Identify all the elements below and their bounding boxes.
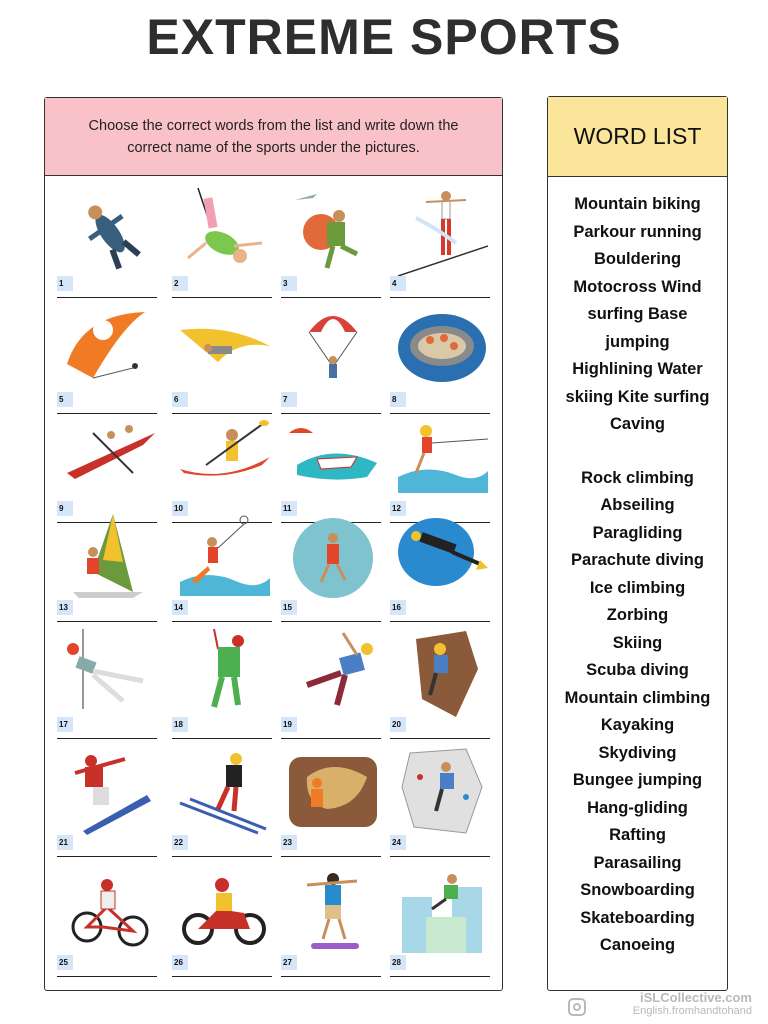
picture-number: 18 <box>172 717 188 732</box>
answer-line[interactable] <box>390 621 490 622</box>
zorbing-illustration <box>287 512 379 600</box>
kite-surfer-illustration <box>178 512 270 600</box>
picture-cell <box>57 506 161 629</box>
kayaking-illustration <box>178 413 270 501</box>
word-item: Skiing <box>612 633 663 652</box>
mountain-biking-illustration <box>63 867 155 955</box>
picture-cell <box>57 861 161 984</box>
answer-line[interactable] <box>57 621 157 622</box>
skateboarding-illustration <box>287 867 379 955</box>
answer-line[interactable] <box>57 856 157 857</box>
answer-line[interactable] <box>172 856 272 857</box>
word-item: Motocross Wind <box>573 277 702 296</box>
picture-cell <box>57 741 161 864</box>
word-list-gap <box>548 439 727 465</box>
word-item: Mountain biking <box>574 195 701 213</box>
word-list-heading: WORD LIST <box>548 97 727 177</box>
picture-number: 15 <box>281 600 297 615</box>
word-item: Paragliding <box>592 523 683 542</box>
picture-cell <box>172 861 276 984</box>
word-item: Rock climbing <box>581 468 694 487</box>
answer-line[interactable] <box>390 976 490 977</box>
word-item: surfing Base <box>587 305 688 323</box>
word-item: Ice climbing <box>589 578 686 597</box>
word-item: Abseiling <box>600 496 675 514</box>
word-item: Parkour running <box>573 222 702 241</box>
page-title: EXTREME SPORTS <box>146 9 622 65</box>
picture-number: 7 <box>281 392 297 407</box>
picture-number: 2 <box>172 276 188 291</box>
picture-number: 16 <box>390 600 406 615</box>
picture-number: 10 <box>172 501 188 516</box>
picture-cell <box>281 623 385 746</box>
parasailing-illustration <box>287 413 379 501</box>
picture-number: 19 <box>281 717 297 732</box>
skiing-illustration <box>178 747 270 835</box>
picture-number: 26 <box>172 955 188 970</box>
picture-cell <box>390 506 494 629</box>
word-item: Highlining Water <box>572 360 703 378</box>
rafting-illustration <box>396 304 488 392</box>
ice-climbing-illustration <box>178 629 270 717</box>
picture-number: 5 <box>57 392 73 407</box>
picture-cell <box>281 182 385 305</box>
word-item: Parasailing <box>593 853 682 872</box>
watermark <box>633 990 752 1017</box>
picture-number: 9 <box>57 501 73 516</box>
picture-number: 22 <box>172 835 188 850</box>
word-list <box>548 191 727 960</box>
picture-cell <box>390 623 494 746</box>
rock-climbing-illustration <box>396 629 488 717</box>
answer-line[interactable] <box>172 738 272 739</box>
picture-cell <box>57 298 161 421</box>
word-item: Zorbing <box>606 606 669 624</box>
answer-line[interactable] <box>57 738 157 739</box>
skydiving-illustration <box>63 188 155 276</box>
canoeing-illustration <box>63 413 155 501</box>
picture-cell <box>281 298 385 421</box>
word-item: Kayaking <box>600 716 675 734</box>
picture-number: 23 <box>281 835 297 850</box>
word-item: jumping <box>605 332 670 351</box>
word-list-box <box>547 96 728 991</box>
word-item: Bungee jumping <box>572 771 703 789</box>
word-item: skiing Kite surfing <box>565 387 710 406</box>
picture-cell <box>281 741 385 864</box>
word-item: Mountain climbing <box>564 688 711 707</box>
answer-line[interactable] <box>172 976 272 977</box>
word-item: Scuba diving <box>586 661 689 679</box>
picture-cell <box>390 298 494 421</box>
answer-line[interactable] <box>281 621 381 622</box>
picture-number: 8 <box>390 392 406 407</box>
hang-gliding-illustration <box>178 304 270 392</box>
picture-number: 6 <box>172 392 188 407</box>
picture-number: 14 <box>172 600 188 615</box>
word-item: Caving <box>609 415 665 433</box>
answer-line[interactable] <box>57 976 157 977</box>
picture-cell <box>57 182 161 305</box>
caving-illustration <box>287 747 379 835</box>
bungee-jumping-illustration <box>178 188 270 276</box>
instructions: Choose the correct words from the list and write down the correct name of the sports under the pictures. <box>45 98 502 176</box>
picture-cell <box>281 506 385 629</box>
answer-line[interactable] <box>281 856 381 857</box>
word-item: Parachute diving <box>571 551 704 569</box>
kite-surfing-illustration <box>63 304 155 392</box>
base-jumping-illustration <box>287 188 379 276</box>
word-item: Hang-gliding <box>587 798 688 817</box>
picture-cell <box>172 298 276 421</box>
mountain-climbing-illustration <box>287 629 379 717</box>
exercise-box <box>44 97 503 991</box>
answer-line[interactable] <box>172 621 272 622</box>
bouldering-illustration <box>396 747 488 835</box>
motocross-illustration <box>178 867 270 955</box>
word-item: Bouldering <box>593 250 682 268</box>
picture-number: 25 <box>57 955 73 970</box>
word-item: Rafting <box>609 826 666 844</box>
picture-number: 27 <box>281 955 297 970</box>
answer-line[interactable] <box>390 738 490 739</box>
parachute-diving-illustration <box>287 304 379 392</box>
picture-number: 4 <box>390 276 406 291</box>
picture-number: 20 <box>390 717 406 732</box>
picture-cell <box>57 623 161 746</box>
picture-number: 3 <box>281 276 297 291</box>
picture-cell <box>172 506 276 629</box>
abseiling-illustration <box>63 629 155 717</box>
water-skiing-illustration <box>396 413 488 501</box>
parkour-running-illustration <box>396 867 488 955</box>
word-item: Snowboarding <box>580 881 695 899</box>
picture-cell <box>172 741 276 864</box>
scuba-diving-illustration <box>396 512 488 600</box>
picture-number: 21 <box>57 835 73 850</box>
highlining-illustration <box>396 188 488 276</box>
picture-number: 1 <box>57 276 73 291</box>
picture-number: 28 <box>390 955 406 970</box>
picture-number: 13 <box>57 600 73 615</box>
word-item: Skydiving <box>598 743 677 762</box>
answer-line[interactable] <box>281 976 381 977</box>
picture-cell <box>281 861 385 984</box>
picture-number: 11 <box>281 501 297 516</box>
word-item: Skateboarding <box>580 908 695 927</box>
picture-number: 12 <box>390 501 406 516</box>
picture-cell <box>390 861 494 984</box>
picture-cell <box>390 182 494 305</box>
picture-cell <box>172 182 276 305</box>
instagram-icon <box>568 998 586 1016</box>
snowboarding-illustration <box>63 747 155 835</box>
picture-number: 24 <box>390 835 406 850</box>
word-item: Canoeing <box>599 936 676 954</box>
picture-cell <box>172 623 276 746</box>
windsurfing-illustration <box>63 512 155 600</box>
picture-cell <box>390 741 494 864</box>
watermark-handle: English.fromhandtohand <box>632 1005 752 1017</box>
answer-line[interactable] <box>390 856 490 857</box>
watermark-site: iSLCollective.com <box>640 990 752 1005</box>
picture-number: 17 <box>57 717 73 732</box>
answer-line[interactable] <box>281 738 381 739</box>
